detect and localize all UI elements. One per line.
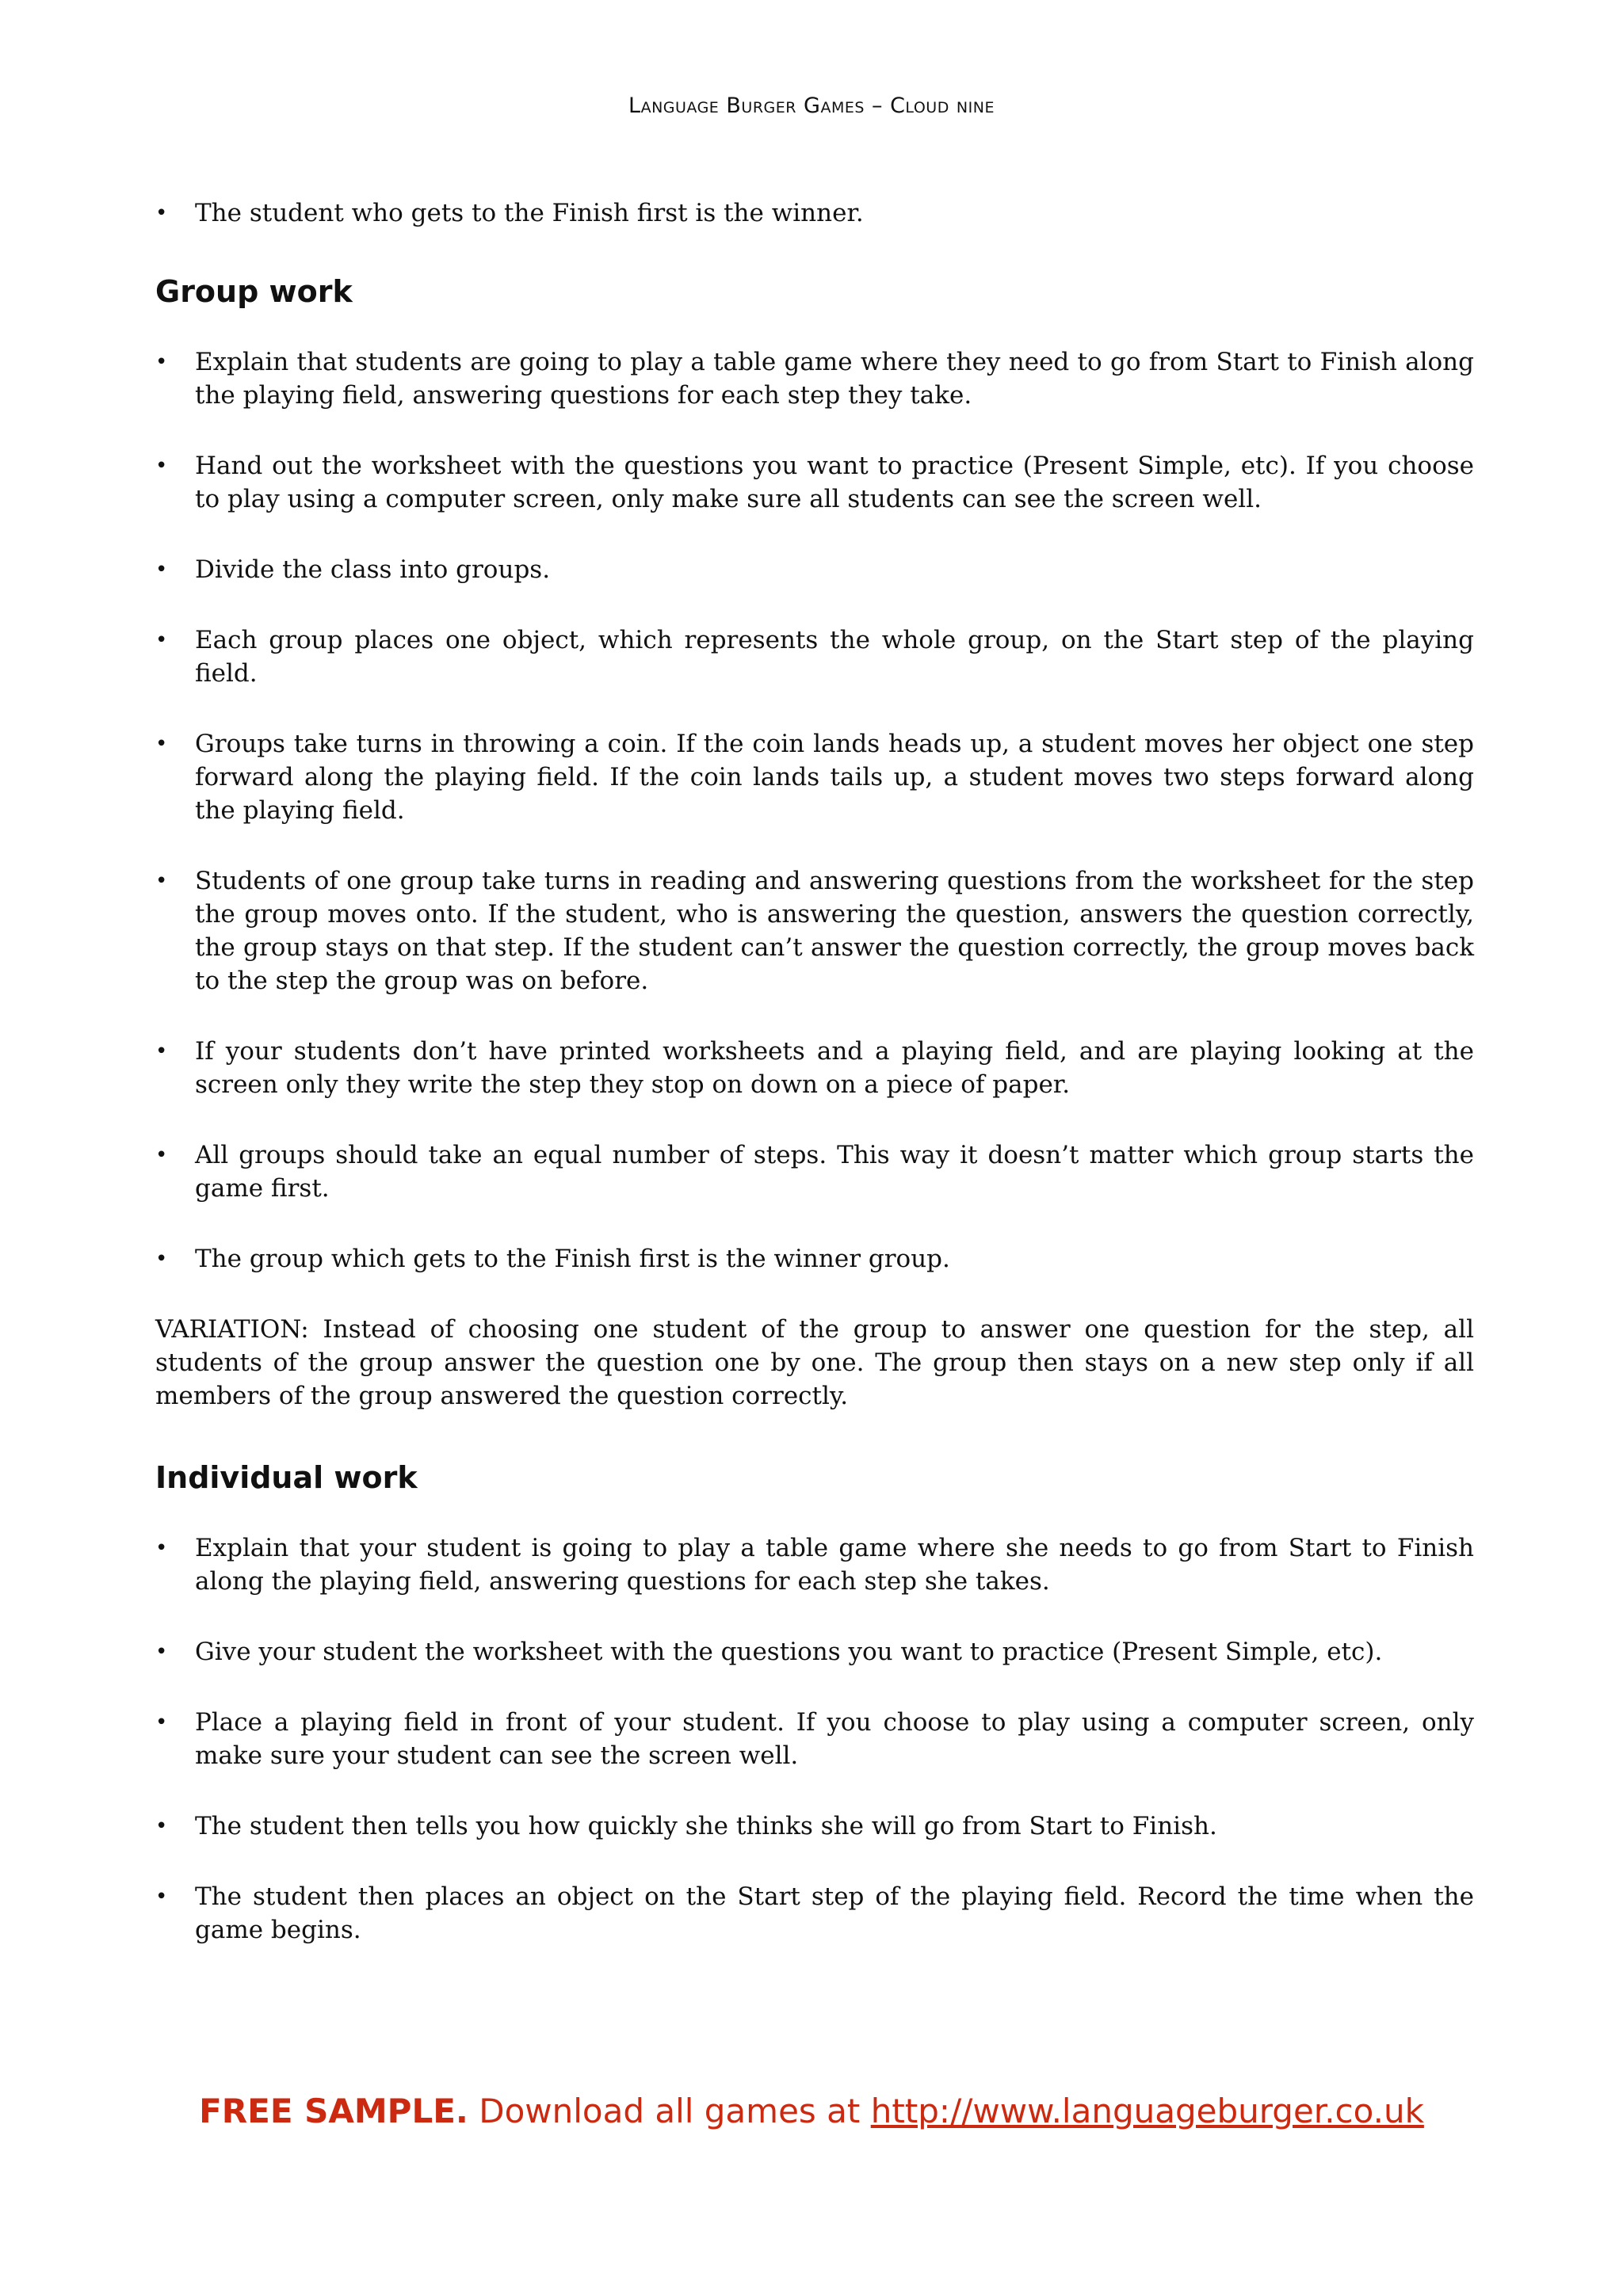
list-item: • Divide the class into groups. xyxy=(155,553,1474,586)
list-item: • Explain that your student is going to play a table game where she needs to go from Start to Finish along the playing field, answering questions for each step she takes. xyxy=(155,1531,1474,1598)
list-item: • The student then tells you how quickly she thinks she will go from Start to Finish. xyxy=(155,1810,1474,1843)
list-item: • Hand out the worksheet with the questions you want to practice (Present Simple, etc). If you choose to play using a computer screen, only make sure all students can see the screen well. xyxy=(155,449,1474,516)
section-heading-group-work: Group work xyxy=(155,274,353,309)
list-item: • Each group places one object, which represents the whole group, on the Start step of the playing field. xyxy=(155,624,1474,690)
variation-paragraph: VARIATION: Instead of choosing one student of the group to answer one question for the step, all students of the group answer the question one by one. The group then stays on a new step only if all members of the group answered the question correctly. xyxy=(155,1315,1474,1410)
list-item: • The student then places an object on the Start step of the playing field. Record the time when the game begins. xyxy=(155,1880,1474,1947)
list-item: • If your students don’t have printed worksheets and a playing field, and are playing looking at the screen only they write the step they stop on down on a piece of paper. xyxy=(155,1035,1474,1101)
list-item: • Give your student the worksheet with the questions you want to practice (Present Simple, etc). xyxy=(155,1635,1474,1669)
list-item: • All groups should take an equal number of steps. This way it doesn’t matter which group starts the game first. xyxy=(155,1138,1474,1205)
list-item: • The group which gets to the Finish first is the winner group. xyxy=(155,1242,1474,1276)
list-item: • Students of one group take turns in reading and answering questions from the worksheet for the step the group moves onto. If the student, who is answering the question, answers the question correctly, the group stays on that step. If the student can’t answer the question correctly, the group moves back to the step the group was on before. xyxy=(155,864,1474,997)
individual-work-list xyxy=(155,1531,1474,1947)
running-head: Language Burger Games – Cloud nine xyxy=(628,93,995,118)
list-item: • Groups take turns in throwing a coin. If the coin lands heads up, a student moves her object one step forward along the playing field. If the coin lands tails up, a student moves two steps forward along the playing field. xyxy=(155,727,1474,827)
group-work-list xyxy=(155,345,1474,1276)
website-link[interactable]: http://www.languageburger.co.uk xyxy=(870,2092,1424,2130)
list-item: • Place a playing field in front of your student. If you choose to play using a computer screen, only make sure your student can see the screen well. xyxy=(155,1706,1474,1772)
list-item: • Explain that students are going to play a table game where they need to go from Start to Finish along the playing field, answering questions for each step they take. xyxy=(155,345,1474,412)
free-sample-label: FREE SAMPLE. xyxy=(199,2092,468,2130)
intro-list xyxy=(155,196,1474,230)
free-sample-footer xyxy=(0,2092,1623,2130)
footer-text: Download all games at xyxy=(468,2092,871,2130)
list-item: • The student who gets to the Finish first is the winner. xyxy=(155,196,1474,230)
section-heading-individual-work: Individual work xyxy=(155,1460,418,1495)
page-content xyxy=(155,196,1474,1984)
